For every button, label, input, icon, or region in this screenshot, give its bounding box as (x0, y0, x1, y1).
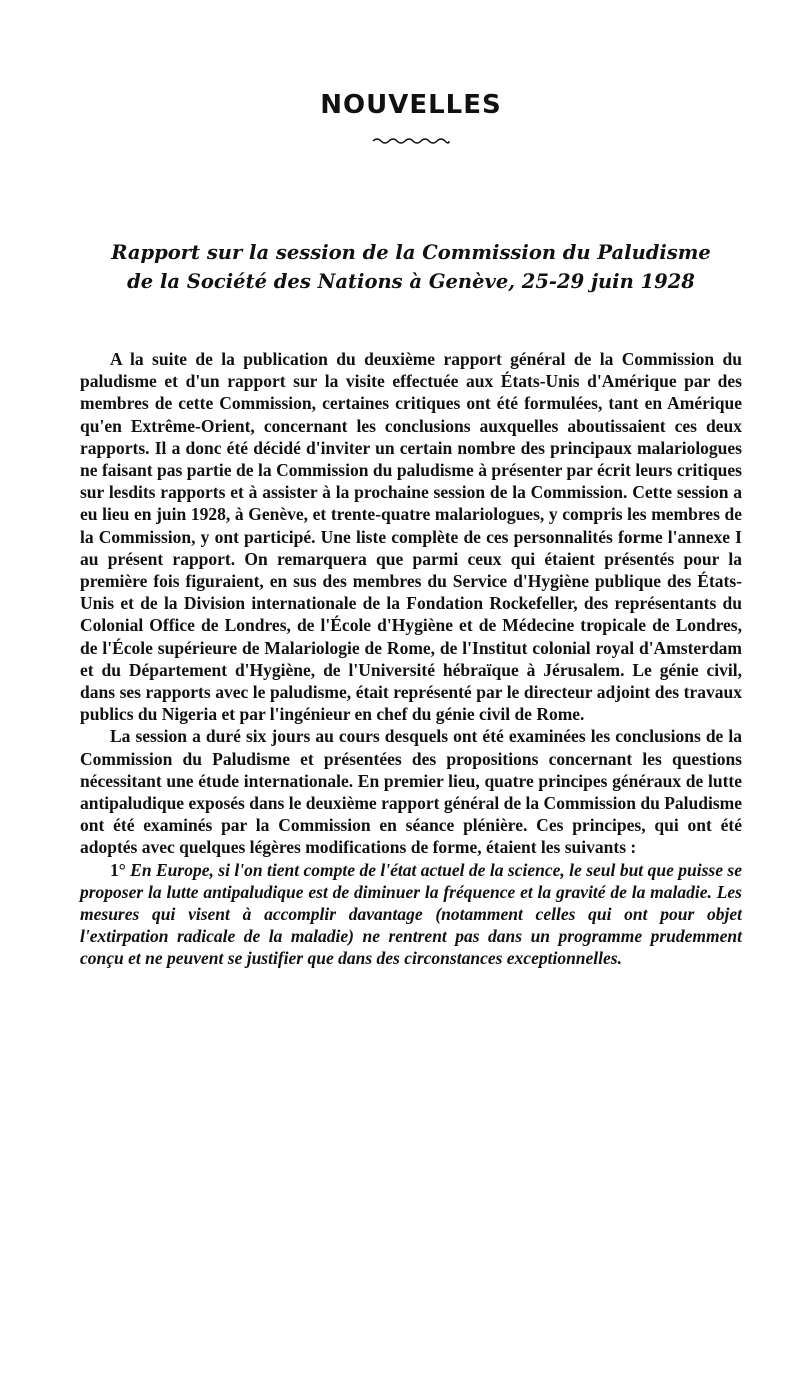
document-page (0, 88, 800, 1392)
principle-1 (80, 859, 742, 970)
article-body (80, 348, 742, 970)
paragraph-session: La session a duré six jours au cours desquels ont été examinées les conclusions de la Commission du Paludisme et présentées des propositions concernant les questions nécessitant une étude internationale. En premier lieu, quatre principes généraux de lutte antipaludique exposés dans le deuxième rapport général de la Commission du Paludisme ont été examinés par la Commission en séance plénière. Ces principes, qui ont été adoptés avec quelques légères modifications de forme, étaient les suivants : (80, 726, 742, 858)
principle-1-text: En Europe, si l'on tient compte de l'état actuel de la science, le seul but que puisse se proposer la lutte antipaludique est de diminuer la fréquence et la gravité de la maladie. Les mesures qui visent à accomplir davantage (notamment celles qui ont pour objet l'extirpation radicale de la maladie) ne rentrent pas dans un programme prudemment conçu et ne peuvent se justifier que dans des circonstances exceptionnelles. (80, 859, 742, 969)
principle-1-number: 1° (110, 859, 126, 880)
article-title-line-1: Rapport sur la session de la Commission du Paludisme (111, 241, 711, 264)
wavy-rule-ornament (371, 136, 451, 146)
article-title (80, 238, 742, 296)
paragraph-intro: A la suite de la publication du deuxième rapport général de la Commission du paludisme et d'un rapport sur la visite effectuée aux États-Unis d'Amérique par des membres de cette Commission, certaines critiques ont été formulées, tant en Amérique qu'en Extrême-Orient, concernant les conclusions auxquelles aboutissaient ces deux rapports. Il a donc été décidé d'inviter un certain nombre des principaux malariologues ne faisant pas partie de la Commission du paludisme à présenter par écrit leurs critiques sur lesdits rapports et à assister à la prochaine session de la Commission. Cette session a eu lieu en juin 1928, à Genève, et trente-quatre malariologues, y compris les membres de la Commission, y ont participé. Une liste complète de ces personnalités forme l'annexe I au présent rapport. On remarquera que parmi ceux qui étaient présentés pour la première fois figuraient, en sus des membres du Service d'Hygiène publique des États-Unis et de la Division internationale de la Fondation Rockefeller, des représentants du Colonial Office de Londres, de l'École d'Hygiène et de Médecine tropicale de Londres, de l'École supérieure de Malariologie de Rome, de l'Institut colonial royal d'Amsterdam et du Département d'Hygiène, de l'Université hébraïque à Jérusalem. Le génie civil, dans ses rapports avec le paludisme, était représenté par le directeur adjoint des travaux publics du Nigeria et par l'ingénieur en chef du génie civil de Rome. (80, 349, 742, 725)
article-title-line-2: de la Société des Nations à Genève, 25-29 juin 1928 (127, 270, 695, 293)
section-heading: NOUVELLES (320, 90, 502, 120)
